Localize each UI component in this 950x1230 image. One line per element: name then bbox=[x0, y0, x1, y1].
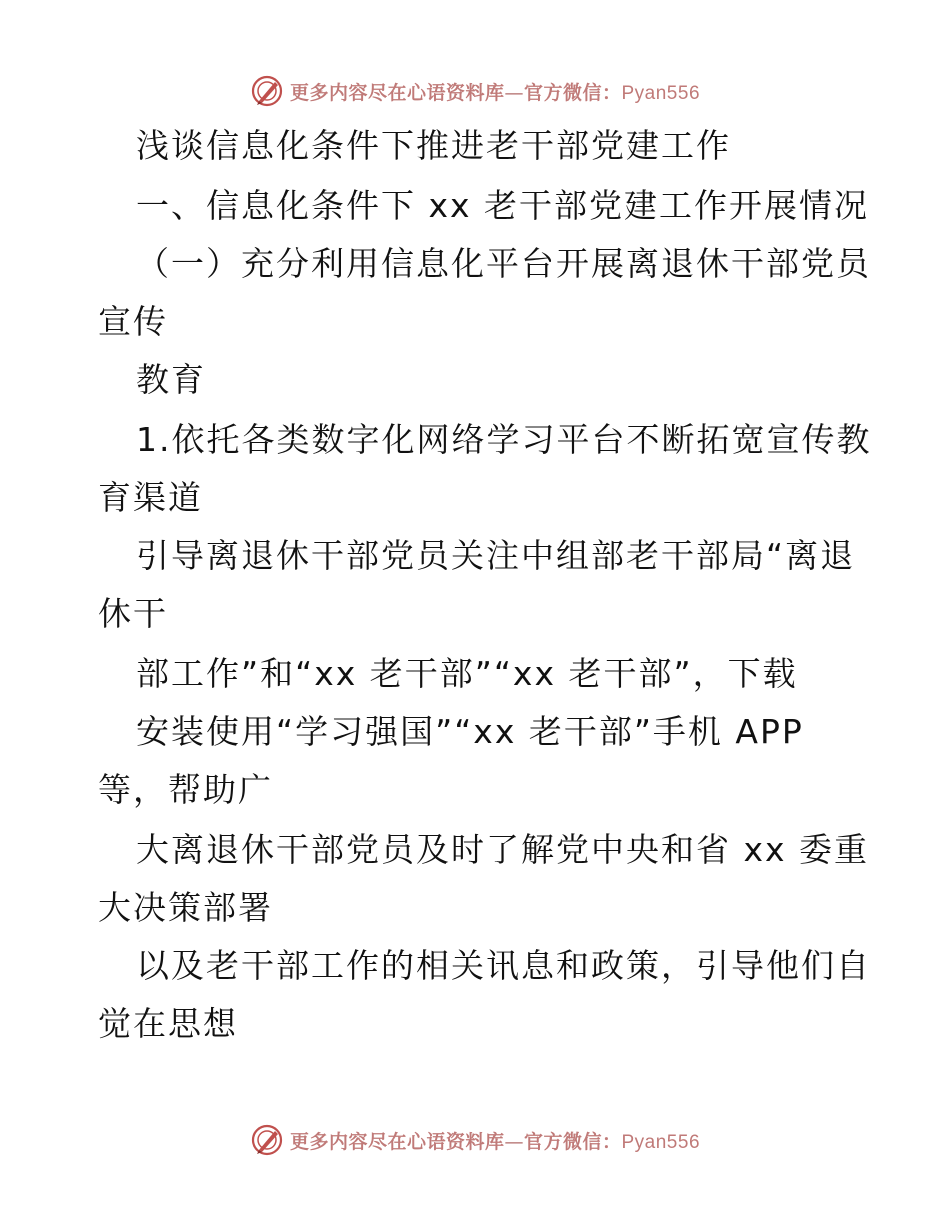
pen-logo-icon bbox=[250, 74, 284, 108]
pen-logo-icon bbox=[250, 1123, 284, 1157]
banner-text: 更多内容尽在心语资料库—官方微信：Pyan556 bbox=[289, 81, 701, 104]
section-heading: 一、信息化条件下 xx 老干部党建工作开展情况 bbox=[136, 186, 870, 225]
header-watermark-banner bbox=[0, 71, 950, 111]
numbered-item-heading: 1.依托各类数字化网络学习平台不断拓宽宣传教 bbox=[136, 420, 872, 459]
paragraph-line: 觉在思想 bbox=[98, 1004, 238, 1043]
numbered-item-heading-continued: 育渠道 bbox=[98, 478, 203, 517]
paragraph-line: 部工作”和“xx 老干部”“xx 老干部”，下载 bbox=[136, 654, 798, 693]
paragraph-line: 大决策部署 bbox=[98, 888, 273, 927]
paragraph-line: 休干 bbox=[98, 594, 168, 633]
banner-text: 更多内容尽在心语资料库—官方微信：Pyan556 bbox=[289, 1130, 701, 1153]
footer-watermark-banner bbox=[0, 1120, 950, 1160]
paragraph-line: 以及老干部工作的相关讯息和政策，引导他们自 bbox=[136, 946, 871, 985]
paragraph-line: 安装使用“学习强国”“xx 老干部”手机 APP bbox=[136, 712, 804, 751]
subsection-heading: （一）充分利用信息化平台开展离退休干部党员 bbox=[136, 244, 871, 283]
subsection-heading-continued: 宣传 bbox=[98, 302, 168, 341]
paragraph-line: 引导离退休干部党员关注中组部老干部局“离退 bbox=[136, 536, 856, 575]
paragraph-line: 大离退休干部党员及时了解党中央和省 xx 委重 bbox=[136, 830, 870, 869]
paragraph-line: 教育 bbox=[136, 360, 206, 399]
document-title: 浅谈信息化条件下推进老干部党建工作 bbox=[136, 126, 731, 165]
paragraph-line: 等，帮助广 bbox=[98, 770, 273, 809]
